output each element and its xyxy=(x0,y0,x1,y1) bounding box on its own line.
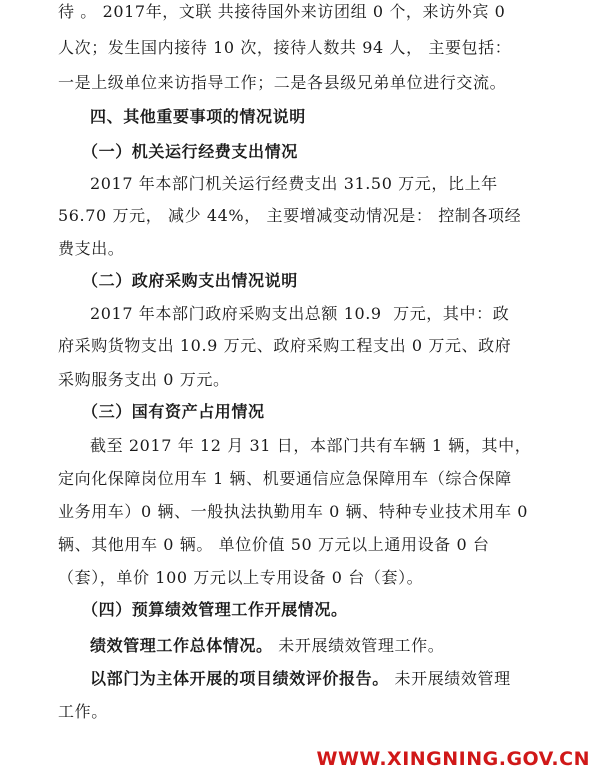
site-watermark: WWW.XINGNING.GOV.CN xyxy=(316,748,590,770)
paragraph-line: 府采购货物支出 10.9 万元、政府采购工程支出 0 万元、政府 xyxy=(58,336,512,355)
subheading-state-assets: （三）国有资产占用情况 xyxy=(82,402,265,421)
subheading-procurement: （二）政府采购支出情况说明 xyxy=(82,271,298,290)
perf-project-label: 以部门为主体开展的项目绩效评价报告。 xyxy=(90,669,389,688)
paragraph-line: 工作。 xyxy=(58,702,108,721)
paragraph-line: 一是上级单位来访指导工作；二是各县级兄弟单位进行交流。 xyxy=(58,73,507,92)
perf-overall-line xyxy=(90,636,600,656)
paragraph-line: 费支出。 xyxy=(58,239,125,258)
paragraph-line: 定向化保障岗位用车 1 辆、机要通信应急保障用车（综合保障 xyxy=(58,469,512,488)
perf-overall-text: 未开展绩效管理工作。 xyxy=(272,636,445,655)
perf-overall-label: 绩效管理工作总体情况。 xyxy=(90,636,273,655)
paragraph-line: （套），单价 100 万元以上专用设备 0 台（套）。 xyxy=(58,568,424,587)
subheading-operating-expenses: （一）机关运行经费支出情况 xyxy=(82,142,298,161)
paragraph-line: 2017 年本部门机关运行经费支出 31.50 万元，比上年 xyxy=(90,174,498,193)
paragraph-line: 截至 2017 年 12 月 31 日，本部门共有车辆 1 辆，其中， xyxy=(90,436,532,455)
perf-project-line xyxy=(90,669,600,689)
paragraph-line: 待 。 2017年，文联 共接待国外来访团组 0 个，来访外宾 0 xyxy=(58,2,506,21)
paragraph-line: 2017 年本部门政府采购支出总额 10.9 万元，其中：政 xyxy=(90,304,510,323)
paragraph-line: 采购服务支出 0 万元。 xyxy=(58,370,230,389)
subheading-performance-management: （四）预算绩效管理工作开展情况。 xyxy=(82,600,348,619)
section-heading-other-matters: 四、其他重要事项的情况说明 xyxy=(90,107,306,126)
paragraph-line: 辆、其他用车 0 辆。 单位价值 50 万元以上通用设备 0 台 xyxy=(58,535,490,554)
perf-project-text: 未开展绩效管理 xyxy=(388,669,511,688)
paragraph-line: 业务用车）0 辆、一般执法执勤用车 0 辆、特种专业技术用车 0 xyxy=(58,502,529,521)
paragraph-line: 56.70 万元， 减少 44%， 主要增减变动情况是： 控制各项经 xyxy=(58,206,522,225)
paragraph-line: 人次；发生国内接待 10 次，接待人数共 94 人， 主要包括： xyxy=(58,38,512,57)
